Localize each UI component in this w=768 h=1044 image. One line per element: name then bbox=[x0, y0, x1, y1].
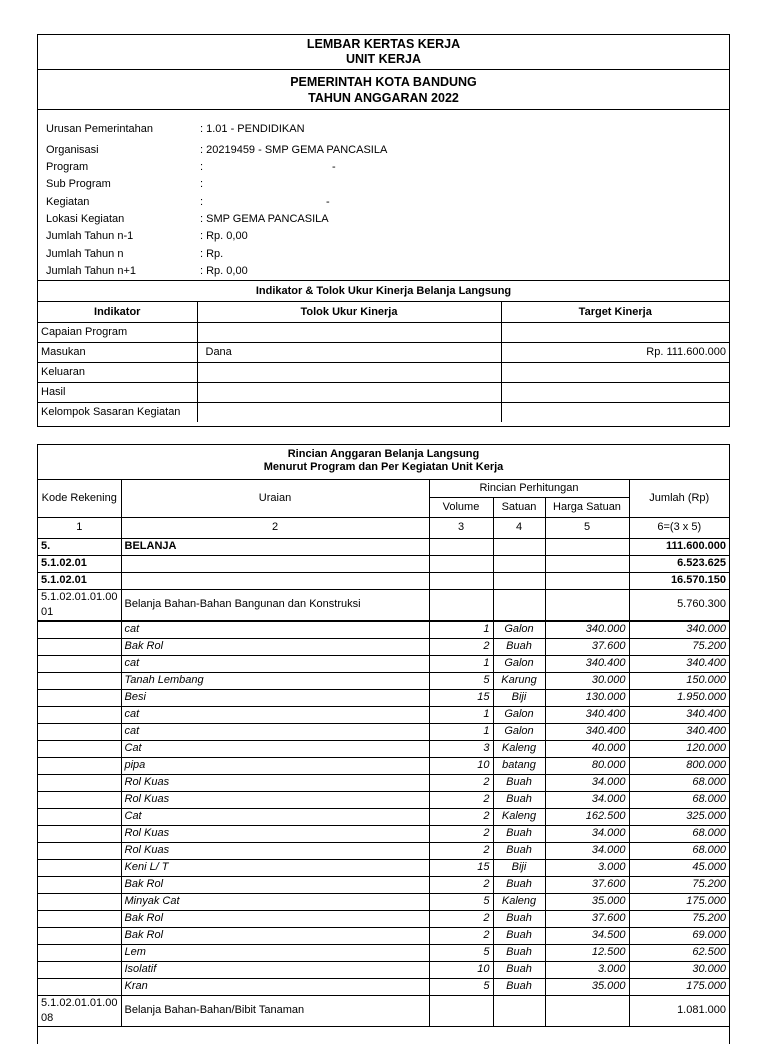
table-row bbox=[38, 723, 729, 740]
volume-cell: 2 bbox=[429, 825, 493, 842]
indikator-cell: Hasil bbox=[38, 382, 197, 402]
jumlah-cell: 68.000 bbox=[629, 791, 729, 808]
volume-cell: 2 bbox=[429, 808, 493, 825]
table-row bbox=[38, 774, 729, 791]
info-label: Kegiatan bbox=[46, 196, 90, 208]
kode-cell bbox=[38, 689, 121, 706]
volume-cell: 1 bbox=[429, 723, 493, 740]
satuan-cell: Buah bbox=[493, 876, 545, 893]
kode-cell bbox=[38, 655, 121, 672]
satuan-cell: Kaleng bbox=[493, 808, 545, 825]
jumlah-cell: 68.000 bbox=[629, 774, 729, 791]
uraian-cell: Tanah Lembang bbox=[121, 672, 429, 689]
header-unit bbox=[38, 35, 729, 70]
table-row bbox=[38, 538, 729, 555]
satuan-cell: Galon bbox=[493, 706, 545, 723]
uraian-cell: Belanja Bahan-Bahan/Bibit Tanaman bbox=[121, 995, 429, 1026]
table-row bbox=[38, 842, 729, 859]
satuan-cell: Karung bbox=[493, 672, 545, 689]
uraian-cell: cat bbox=[121, 621, 429, 638]
indicator-table bbox=[38, 302, 729, 422]
uraian-cell: Isolatif bbox=[121, 961, 429, 978]
jumlah-cell: 340.000 bbox=[629, 621, 729, 638]
table-row bbox=[38, 589, 729, 620]
kode-cell bbox=[38, 706, 121, 723]
jumlah-cell: 45.000 bbox=[629, 859, 729, 876]
kode-cell bbox=[38, 808, 121, 825]
uraian-cell: Cat bbox=[121, 740, 429, 757]
target-cell bbox=[501, 322, 729, 342]
jumlah-cell: 16.570.150 bbox=[629, 572, 729, 589]
table-row bbox=[38, 927, 729, 944]
volume-cell: 3 bbox=[429, 740, 493, 757]
table-row bbox=[38, 402, 729, 422]
kode-cell bbox=[38, 978, 121, 995]
target-cell: Rp. 111.600.000 bbox=[501, 342, 729, 362]
satuan-cell: Kaleng bbox=[493, 893, 545, 910]
satuan-cell: Galon bbox=[493, 723, 545, 740]
satuan-cell: batang bbox=[493, 757, 545, 774]
volume-cell: 2 bbox=[429, 927, 493, 944]
satuan-cell: Galon bbox=[493, 621, 545, 638]
tolok-cell bbox=[197, 322, 501, 342]
rincian-title-1: Rincian Anggaran Belanja Langsung bbox=[287, 448, 480, 460]
uraian-cell: Besi bbox=[121, 689, 429, 706]
tolok-cell: Dana bbox=[197, 342, 501, 362]
info-section bbox=[38, 110, 729, 281]
volume-cell: 15 bbox=[429, 689, 493, 706]
info-value: : bbox=[200, 178, 204, 190]
volume-cell: 5 bbox=[429, 893, 493, 910]
volume-cell: 5 bbox=[429, 672, 493, 689]
volume-cell: 10 bbox=[429, 961, 493, 978]
table-row bbox=[38, 859, 729, 876]
table-row bbox=[38, 655, 729, 672]
indikator-cell: Masukan bbox=[38, 342, 197, 362]
volume-cell: 1 bbox=[429, 655, 493, 672]
kode-cell bbox=[38, 672, 121, 689]
satuan-cell: Biji bbox=[493, 689, 545, 706]
table-row bbox=[38, 893, 729, 910]
rincian-title bbox=[38, 445, 729, 480]
table-row bbox=[38, 555, 729, 572]
jumlah-cell: 1.081.000 bbox=[629, 995, 729, 1026]
table-row bbox=[38, 876, 729, 893]
jumlah-cell: 340.400 bbox=[629, 655, 729, 672]
harga-cell: 34.000 bbox=[545, 774, 629, 791]
info-label: Sub Program bbox=[46, 178, 111, 190]
table-row bbox=[38, 995, 729, 1026]
tolok-cell bbox=[197, 362, 501, 382]
kode-cell bbox=[38, 638, 121, 655]
harga-cell: 12.500 bbox=[545, 944, 629, 961]
satuan-cell: Buah bbox=[493, 825, 545, 842]
harga-cell: 340.400 bbox=[545, 706, 629, 723]
jumlah-cell: 30.000 bbox=[629, 961, 729, 978]
kode-cell: 5.1.02.01.01.00 08 bbox=[38, 995, 121, 1026]
jumlah-cell: 1.950.000 bbox=[629, 689, 729, 706]
satuan-cell: Buah bbox=[493, 961, 545, 978]
indicator-title: Indikator & Tolok Ukur Kinerja Belanja Langsung bbox=[38, 281, 729, 302]
col-kode: Kode Rekening bbox=[38, 480, 121, 517]
volume-cell: 2 bbox=[429, 774, 493, 791]
harga-cell: 35.000 bbox=[545, 893, 629, 910]
info-label: Jumlah Tahun n-1 bbox=[46, 230, 134, 242]
table-row bbox=[38, 672, 729, 689]
jumlah-cell: 75.200 bbox=[629, 876, 729, 893]
kode-cell bbox=[38, 825, 121, 842]
uraian-cell: Bak Rol bbox=[121, 876, 429, 893]
col-num-6: 6=(3 x 5) bbox=[629, 517, 729, 538]
uraian-cell: Rol Kuas bbox=[121, 825, 429, 842]
kode-cell bbox=[38, 723, 121, 740]
kode-cell: 5.1.02.01.01.00 01 bbox=[38, 589, 121, 620]
volume-cell: 5 bbox=[429, 978, 493, 995]
satuan-cell: Buah bbox=[493, 842, 545, 859]
kode-cell bbox=[38, 910, 121, 927]
col-rincian: Rincian Perhitungan bbox=[429, 480, 629, 497]
satuan-cell: Buah bbox=[493, 638, 545, 655]
satuan-cell: Buah bbox=[493, 927, 545, 944]
harga-cell: 40.000 bbox=[545, 740, 629, 757]
uraian-cell: Belanja Bahan-Bahan Bangunan dan Konstruksi bbox=[121, 589, 429, 620]
table-row bbox=[38, 689, 729, 706]
kode-cell bbox=[38, 757, 121, 774]
satuan-cell: Galon bbox=[493, 655, 545, 672]
jumlah-cell: 175.000 bbox=[629, 893, 729, 910]
kode-cell: 5. bbox=[38, 538, 121, 555]
harga-cell: 34.000 bbox=[545, 842, 629, 859]
info-value: : bbox=[200, 196, 204, 208]
harga-cell: 340.400 bbox=[545, 723, 629, 740]
indikator-cell: Capaian Program bbox=[38, 322, 197, 342]
col-num-2: 2 bbox=[121, 517, 429, 538]
table-row bbox=[38, 362, 729, 382]
satuan-cell: Buah bbox=[493, 944, 545, 961]
tolok-cell bbox=[197, 382, 501, 402]
header-title-1: LEMBAR KERTAS KERJA bbox=[306, 37, 461, 51]
kode-cell bbox=[38, 893, 121, 910]
satuan-cell: Kaleng bbox=[493, 740, 545, 757]
volume-cell: 1 bbox=[429, 621, 493, 638]
rincian-title-2: Menurut Program dan Per Kegiatan Unit Kerja bbox=[263, 461, 504, 473]
satuan-cell: Buah bbox=[493, 978, 545, 995]
table-row bbox=[38, 572, 729, 589]
info-label: Urusan Pemerintahan bbox=[46, 123, 154, 135]
col-num-1: 1 bbox=[38, 517, 121, 538]
jumlah-cell: 5.760.300 bbox=[629, 589, 729, 620]
info-dash: - bbox=[326, 196, 330, 208]
harga-cell: 162.500 bbox=[545, 808, 629, 825]
satuan-cell: Biji bbox=[493, 859, 545, 876]
uraian-cell: pipa bbox=[121, 757, 429, 774]
volume-cell: 2 bbox=[429, 876, 493, 893]
info-value: : SMP GEMA PANCASILA bbox=[200, 213, 329, 225]
harga-cell: 130.000 bbox=[545, 689, 629, 706]
volume-cell: 2 bbox=[429, 638, 493, 655]
uraian-cell bbox=[121, 555, 429, 572]
col-target: Target Kinerja bbox=[501, 302, 729, 322]
volume-cell: 1 bbox=[429, 706, 493, 723]
uraian-cell: cat bbox=[121, 723, 429, 740]
header-title-4: TAHUN ANGGARAN 2022 bbox=[308, 91, 459, 105]
harga-cell: 37.600 bbox=[545, 910, 629, 927]
info-value: : 1.01 - PENDIDIKAN bbox=[200, 123, 305, 135]
kode-cell bbox=[38, 621, 121, 638]
jumlah-cell: 62.500 bbox=[629, 944, 729, 961]
uraian-cell: Bak Rol bbox=[121, 638, 429, 655]
kode-cell: 5.1.02.01 bbox=[38, 572, 121, 589]
items-table bbox=[38, 621, 729, 1027]
jumlah-cell: 6.523.625 bbox=[629, 555, 729, 572]
uraian-cell: Rol Kuas bbox=[121, 842, 429, 859]
header-title-2: UNIT KERJA bbox=[345, 52, 421, 66]
jumlah-cell: 175.000 bbox=[629, 978, 729, 995]
kode-cell bbox=[38, 740, 121, 757]
harga-cell: 37.600 bbox=[545, 638, 629, 655]
indikator-cell: Kelompok Sasaran Kegiatan bbox=[38, 402, 197, 422]
table-row bbox=[38, 706, 729, 723]
uraian-cell: Bak Rol bbox=[121, 910, 429, 927]
harga-cell: 35.000 bbox=[545, 978, 629, 995]
satuan-cell: Buah bbox=[493, 910, 545, 927]
rincian-box bbox=[37, 444, 730, 1044]
target-cell bbox=[501, 402, 729, 422]
jumlah-cell: 340.400 bbox=[629, 706, 729, 723]
header-box bbox=[37, 34, 730, 427]
uraian-cell: cat bbox=[121, 655, 429, 672]
harga-cell: 37.600 bbox=[545, 876, 629, 893]
indikator-cell: Keluaran bbox=[38, 362, 197, 382]
harga-cell: 34.000 bbox=[545, 825, 629, 842]
header-gov bbox=[38, 70, 729, 110]
uraian-cell: Rol Kuas bbox=[121, 791, 429, 808]
harga-cell: 30.000 bbox=[545, 672, 629, 689]
col-indikator: Indikator bbox=[38, 302, 197, 322]
info-label: Program bbox=[46, 161, 89, 173]
uraian-cell bbox=[121, 572, 429, 589]
target-cell bbox=[501, 382, 729, 402]
table-row bbox=[38, 825, 729, 842]
kode-cell bbox=[38, 876, 121, 893]
uraian-cell: cat bbox=[121, 706, 429, 723]
uraian-cell: Rol Kuas bbox=[121, 774, 429, 791]
info-value: : Rp. 0,00 bbox=[200, 265, 248, 277]
jumlah-cell: 120.000 bbox=[629, 740, 729, 757]
info-value: : Rp. 0,00 bbox=[200, 230, 248, 242]
info-value: : Rp. bbox=[200, 248, 224, 260]
table-row bbox=[38, 382, 729, 402]
jumlah-cell: 325.000 bbox=[629, 808, 729, 825]
kode-cell bbox=[38, 961, 121, 978]
table-row bbox=[38, 910, 729, 927]
jumlah-cell: 68.000 bbox=[629, 825, 729, 842]
jumlah-cell: 68.000 bbox=[629, 842, 729, 859]
col-jumlah: Jumlah (Rp) bbox=[629, 480, 729, 517]
table-row bbox=[38, 757, 729, 774]
info-label: Organisasi bbox=[46, 144, 99, 156]
harga-cell: 3.000 bbox=[545, 859, 629, 876]
volume-cell: 2 bbox=[429, 791, 493, 808]
kode-cell: 5.1.02.01 bbox=[38, 555, 121, 572]
table-row bbox=[38, 342, 729, 362]
header-title-3: PEMERINTAH KOTA BANDUNG bbox=[290, 75, 477, 89]
uraian-cell: Keni L/ T bbox=[121, 859, 429, 876]
col-satuan: Satuan bbox=[493, 497, 545, 517]
info-label: Jumlah Tahun n+1 bbox=[46, 265, 137, 277]
jumlah-cell: 75.200 bbox=[629, 910, 729, 927]
volume-cell: 15 bbox=[429, 859, 493, 876]
col-uraian: Uraian bbox=[121, 480, 429, 517]
jumlah-cell: 340.400 bbox=[629, 723, 729, 740]
jumlah-cell: 800.000 bbox=[629, 757, 729, 774]
volume-cell: 10 bbox=[429, 757, 493, 774]
volume-cell: 2 bbox=[429, 842, 493, 859]
uraian-cell: Lem bbox=[121, 944, 429, 961]
kode-cell bbox=[38, 944, 121, 961]
table-row bbox=[38, 621, 729, 638]
col-num-4: 4 bbox=[493, 517, 545, 538]
volume-cell: 2 bbox=[429, 910, 493, 927]
kode-cell bbox=[38, 774, 121, 791]
table-row bbox=[38, 978, 729, 995]
satuan-cell: Buah bbox=[493, 791, 545, 808]
uraian-cell: Kran bbox=[121, 978, 429, 995]
jumlah-cell: 150.000 bbox=[629, 672, 729, 689]
info-value: : bbox=[200, 161, 204, 173]
col-num-5: 5 bbox=[545, 517, 629, 538]
harga-cell: 80.000 bbox=[545, 757, 629, 774]
table-row bbox=[38, 322, 729, 342]
jumlah-cell: 69.000 bbox=[629, 927, 729, 944]
uraian-cell: BELANJA bbox=[121, 538, 429, 555]
volume-cell: 5 bbox=[429, 944, 493, 961]
table-row bbox=[38, 791, 729, 808]
info-value: : 20219459 - SMP GEMA PANCASILA bbox=[200, 144, 388, 156]
table-row bbox=[38, 944, 729, 961]
kode-cell bbox=[38, 927, 121, 944]
harga-cell: 340.000 bbox=[545, 621, 629, 638]
rincian-table bbox=[38, 480, 729, 621]
kode-cell bbox=[38, 791, 121, 808]
col-harga: Harga Satuan bbox=[545, 497, 629, 517]
harga-cell: 3.000 bbox=[545, 961, 629, 978]
kode-cell bbox=[38, 842, 121, 859]
info-label: Lokasi Kegiatan bbox=[46, 213, 125, 225]
jumlah-cell: 111.600.000 bbox=[629, 538, 729, 555]
jumlah-cell: 75.200 bbox=[629, 638, 729, 655]
kode-cell bbox=[38, 859, 121, 876]
table-row bbox=[38, 740, 729, 757]
uraian-cell: Cat bbox=[121, 808, 429, 825]
uraian-cell: Minyak Cat bbox=[121, 893, 429, 910]
col-num-3: 3 bbox=[429, 517, 493, 538]
tolok-cell bbox=[197, 402, 501, 422]
info-dash: - bbox=[332, 161, 336, 173]
uraian-cell: Bak Rol bbox=[121, 927, 429, 944]
col-volume: Volume bbox=[429, 497, 493, 517]
info-label: Jumlah Tahun n bbox=[46, 248, 124, 260]
table-row bbox=[38, 808, 729, 825]
target-cell bbox=[501, 362, 729, 382]
harga-cell: 34.000 bbox=[545, 791, 629, 808]
table-row bbox=[38, 638, 729, 655]
harga-cell: 34.500 bbox=[545, 927, 629, 944]
col-tolok: Tolok Ukur Kinerja bbox=[197, 302, 501, 322]
harga-cell: 340.400 bbox=[545, 655, 629, 672]
table-row bbox=[38, 961, 729, 978]
satuan-cell: Buah bbox=[493, 774, 545, 791]
